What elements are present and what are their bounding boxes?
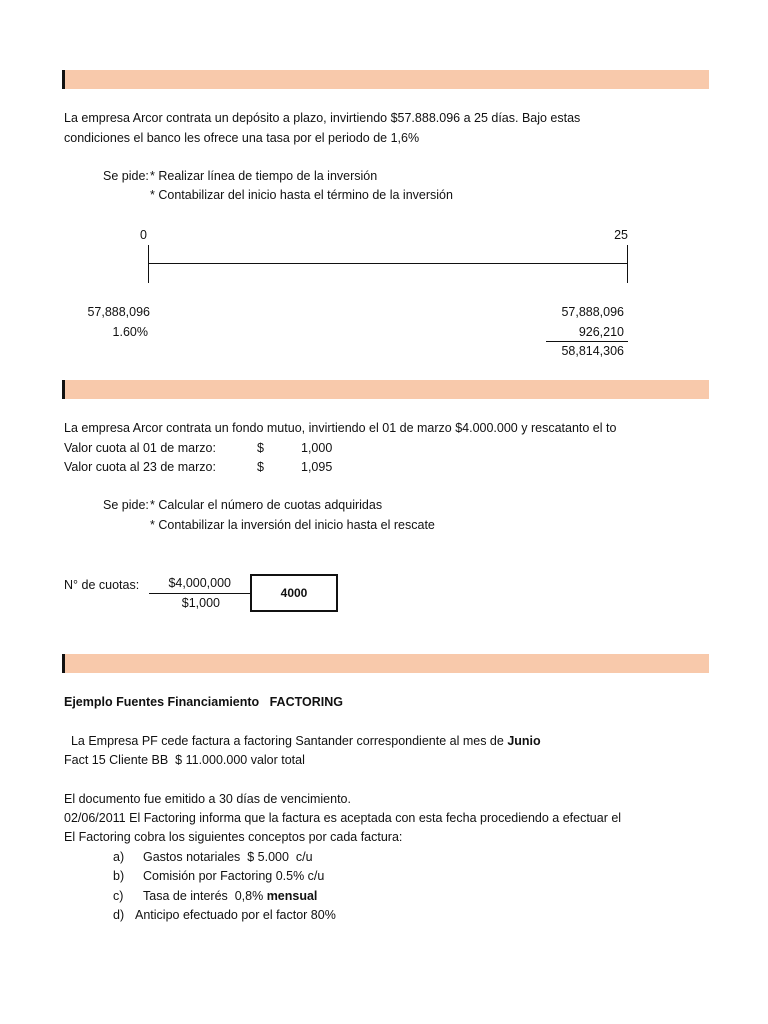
s3-line1-text: La Empresa PF cede factura a factoring Santander correspondiente al mes de xyxy=(64,734,508,748)
timeline-right-total: 58,814,306 xyxy=(561,344,624,358)
item-d-label: Anticipo efectuado por el factor 80% xyxy=(135,908,336,922)
timeline-left-rate: 1.60% xyxy=(112,325,148,339)
s3-line2: Fact 15 Cliente BB $ 11.000.000 valor total xyxy=(64,753,305,767)
item-b-text xyxy=(143,868,324,884)
s1-task2: * Contabilizar del inicio hasta el término de la inversión xyxy=(150,188,453,202)
s3-line1-month: Junio xyxy=(507,734,541,748)
timeline-end-tick xyxy=(627,245,628,283)
fraction-numerator: $4,000,000 xyxy=(168,576,231,590)
timeline-start-label: 0 xyxy=(140,228,147,242)
item-b-letter: b) xyxy=(113,869,125,883)
s2-cuota2-currency: $ xyxy=(257,460,264,474)
item-b-label: Comisión por Factoring 0.5% c/u xyxy=(143,869,325,883)
s2-cuota1-label: Valor cuota al 01 de marzo: xyxy=(64,441,216,455)
section-header-bar-1 xyxy=(62,70,709,89)
sum-line xyxy=(546,341,628,342)
s3-line5: El Factoring cobra los siguientes conceptos por cada factura: xyxy=(64,830,403,844)
item-c-emphasis: mensual xyxy=(266,889,318,903)
timeline-start-tick xyxy=(148,245,149,283)
section-header-bar-3 xyxy=(62,654,709,673)
s2-se-pide: Se pide: xyxy=(103,498,149,512)
s2-line1: La empresa Arcor contrata un fondo mutuo, invirtiendo el 01 de marzo $4.000.000 y rescatanto el to xyxy=(64,421,617,435)
item-d-text xyxy=(135,907,336,923)
timeline-right-interest: 926,210 xyxy=(578,325,624,339)
fraction-bar xyxy=(149,593,250,594)
s2-task2: * Contabilizar la inversión del inicio hasta el rescate xyxy=(150,518,435,532)
fraction-denominator: $1,000 xyxy=(181,596,220,610)
item-a-text xyxy=(143,849,313,865)
section-header-bar-2 xyxy=(62,380,709,399)
s1-line1: La empresa Arcor contrata un depósito a plazo, invirtiendo $57.888.096 a 25 días. Bajo estas xyxy=(64,111,581,125)
item-a-label: Gastos notariales $ 5.000 c/u xyxy=(143,850,313,864)
s3-title: Ejemplo Fuentes Financiamiento FACTORING xyxy=(64,695,343,709)
bar-marker xyxy=(62,654,65,673)
item-c-text xyxy=(143,888,317,904)
timeline-right-principal: 57,888,096 xyxy=(561,305,624,319)
s2-task1: * Calcular el número de cuotas adquiridas xyxy=(150,498,383,512)
s3-line1 xyxy=(64,733,541,749)
s1-task1: * Realizar línea de tiempo de la inversión xyxy=(150,169,378,183)
timeline-left-amount: 57,888,096 xyxy=(87,305,150,319)
item-d-letter: d) xyxy=(113,908,125,922)
item-c-label: Tasa de interés 0,8% xyxy=(143,889,267,903)
s2-cuota2-value: 1,095 xyxy=(301,460,333,474)
s3-line4: 02/06/2011 El Factoring informa que la factura es aceptada con esta fecha procediendo a efectuar el xyxy=(64,811,622,825)
timeline-end-label: 25 xyxy=(614,228,628,242)
s1-se-pide: Se pide: xyxy=(103,169,149,183)
bar-marker xyxy=(62,70,65,89)
s2-cuota2-label: Valor cuota al 23 de marzo: xyxy=(64,460,216,474)
s2-cuota1-value: 1,000 xyxy=(301,441,333,455)
result-box: 4000 xyxy=(250,574,338,612)
item-a-letter: a) xyxy=(113,850,125,864)
s3-line3: El documento fue emitido a 30 días de vencimiento. xyxy=(64,792,351,806)
s2-cuota1-currency: $ xyxy=(257,441,264,455)
item-c-letter: c) xyxy=(113,889,124,903)
cuotas-label: N° de cuotas: xyxy=(64,578,140,592)
bar-marker xyxy=(62,380,65,399)
s1-line2: condiciones el banco les ofrece una tasa por el periodo de 1,6% xyxy=(64,131,420,145)
timeline-axis xyxy=(148,263,628,264)
